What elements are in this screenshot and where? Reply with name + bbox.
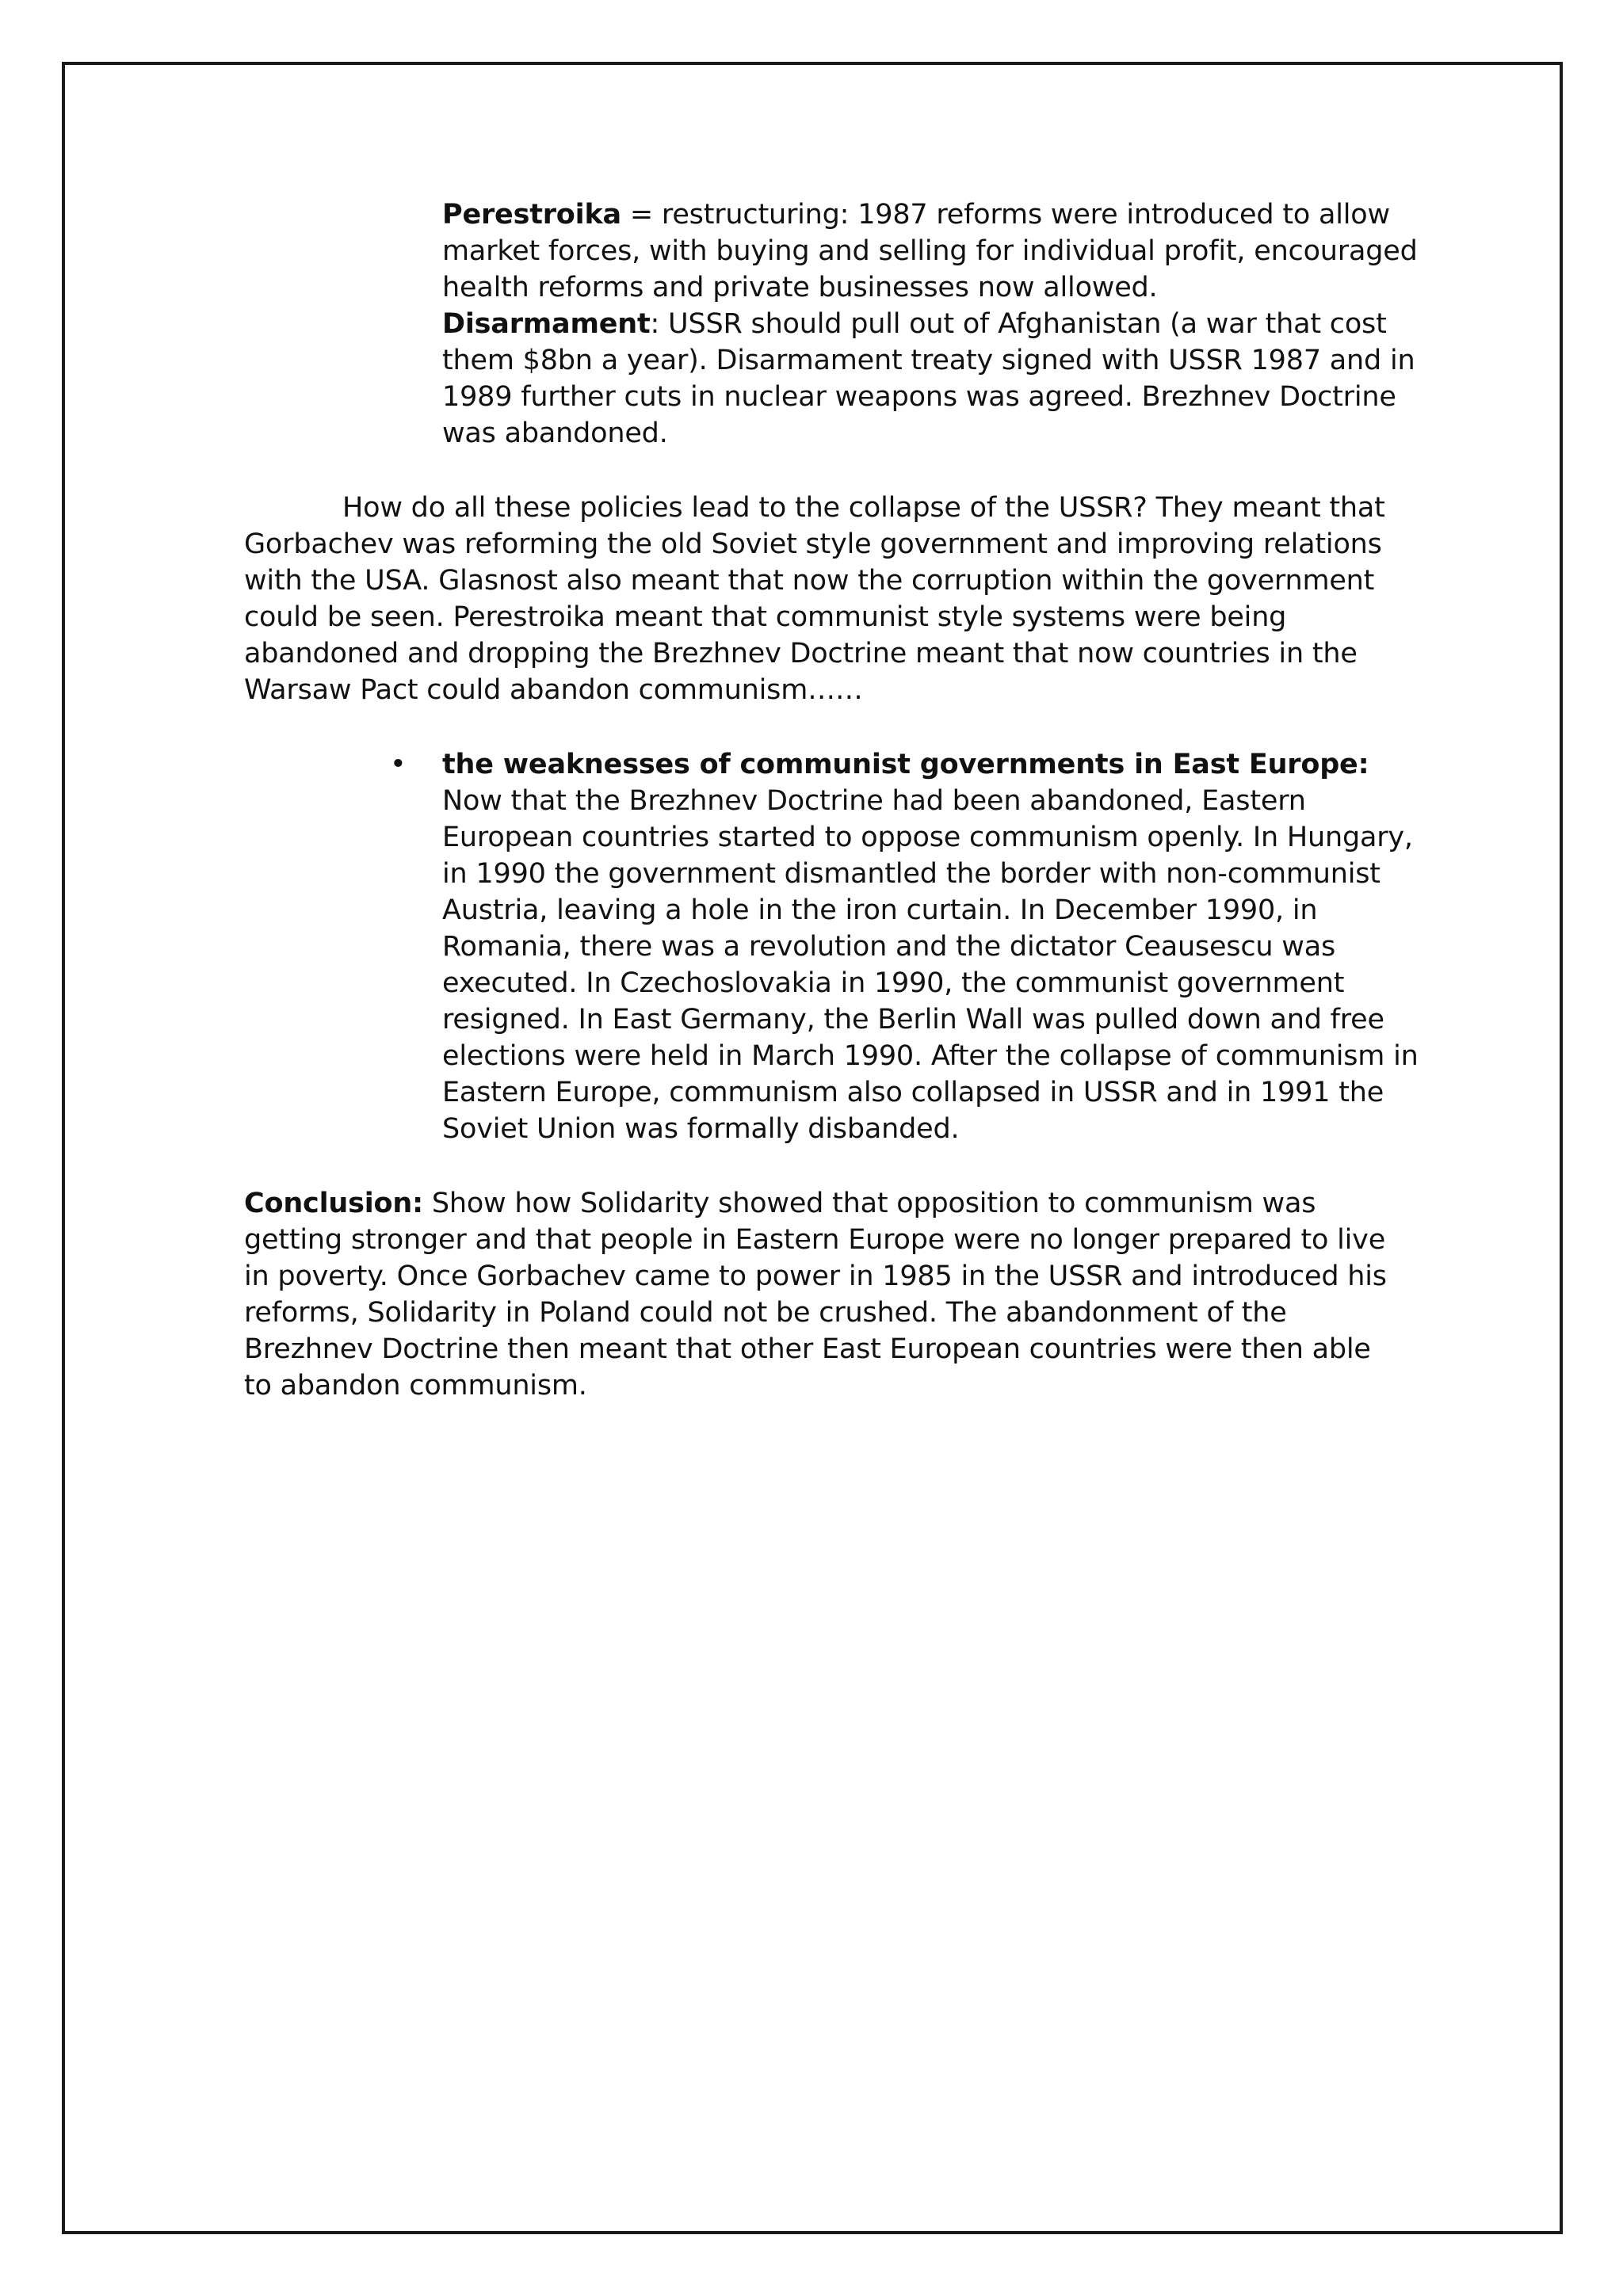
- conclusion-label: Conclusion:: [244, 1188, 423, 1219]
- conclusion-paragraph: [244, 1185, 1401, 1404]
- perestroika-text: = restructuring: 1987 reforms were introduced to allow market forces, with buying and selling for individual profit, encouraged health reforms and private businesses now allowed.: [442, 199, 1418, 303]
- perestroika-term: Perestroika: [442, 199, 621, 231]
- bullet-block: [442, 746, 1425, 1147]
- conclusion-text: Show how Solidarity showed that opposition to communism was getting stronger and that people in Eastern Europe were no longer prepared to live in poverty. Once Gorbachev came to power in 1985 in the USSR and introduced his reforms, Solidarity in Poland could not be crushed. The abandonment of the Brezhnev Doctrine then meant that other East European countries were then able to abandon communism.: [244, 1188, 1387, 1402]
- perestroika-paragraph: [442, 196, 1425, 306]
- bullet-heading: the weaknesses of communist governments in East Europe:: [442, 749, 1369, 780]
- disarmament-paragraph: [442, 306, 1425, 452]
- reforms-block: [442, 196, 1425, 452]
- collapse-paragraph: How do all these policies lead to the collapse of the USSR? They meant that Gorbachev was reforming the old Soviet style government and improving relations with the USA. Glasnost also meant that now the corruption within the government could be seen. Perestroika meant that communist style systems were being abandoned and dropping the Brezhnev Doctrine meant that now countries in the Warsaw Pact could abandon communism……: [244, 492, 1385, 706]
- disarmament-term: Disarmament: [442, 308, 651, 340]
- disarmament-text: : USSR should pull out of Afghanistan (a war that cost them $8bn a year). Disarmament treaty signed with USSR 1987 and in 1989 further cuts in nuclear weapons was agreed. Brezhnev Doctrine was abandoned.: [442, 308, 1415, 449]
- bullet-symbol: •: [390, 749, 407, 780]
- bullet-text: Now that the Brezhnev Doctrine had been abandoned, Eastern European countries started to oppose communism openly. In Hungary, in 1990 the government dismantled the border with non-communist Austria, leaving a hole in the iron curtain. In December 1990, in Romania, there was a revolution and the dictator Ceausescu was executed. In Czechoslovakia in 1990, the communist government resigned. In East Germany, the Berlin Wall was pulled down and free elections were held in March 1990. After the collapse of communism in Eastern Europe, communism also collapsed in USSR and in 1991 the Soviet Union was formally disbanded.: [442, 785, 1419, 1145]
